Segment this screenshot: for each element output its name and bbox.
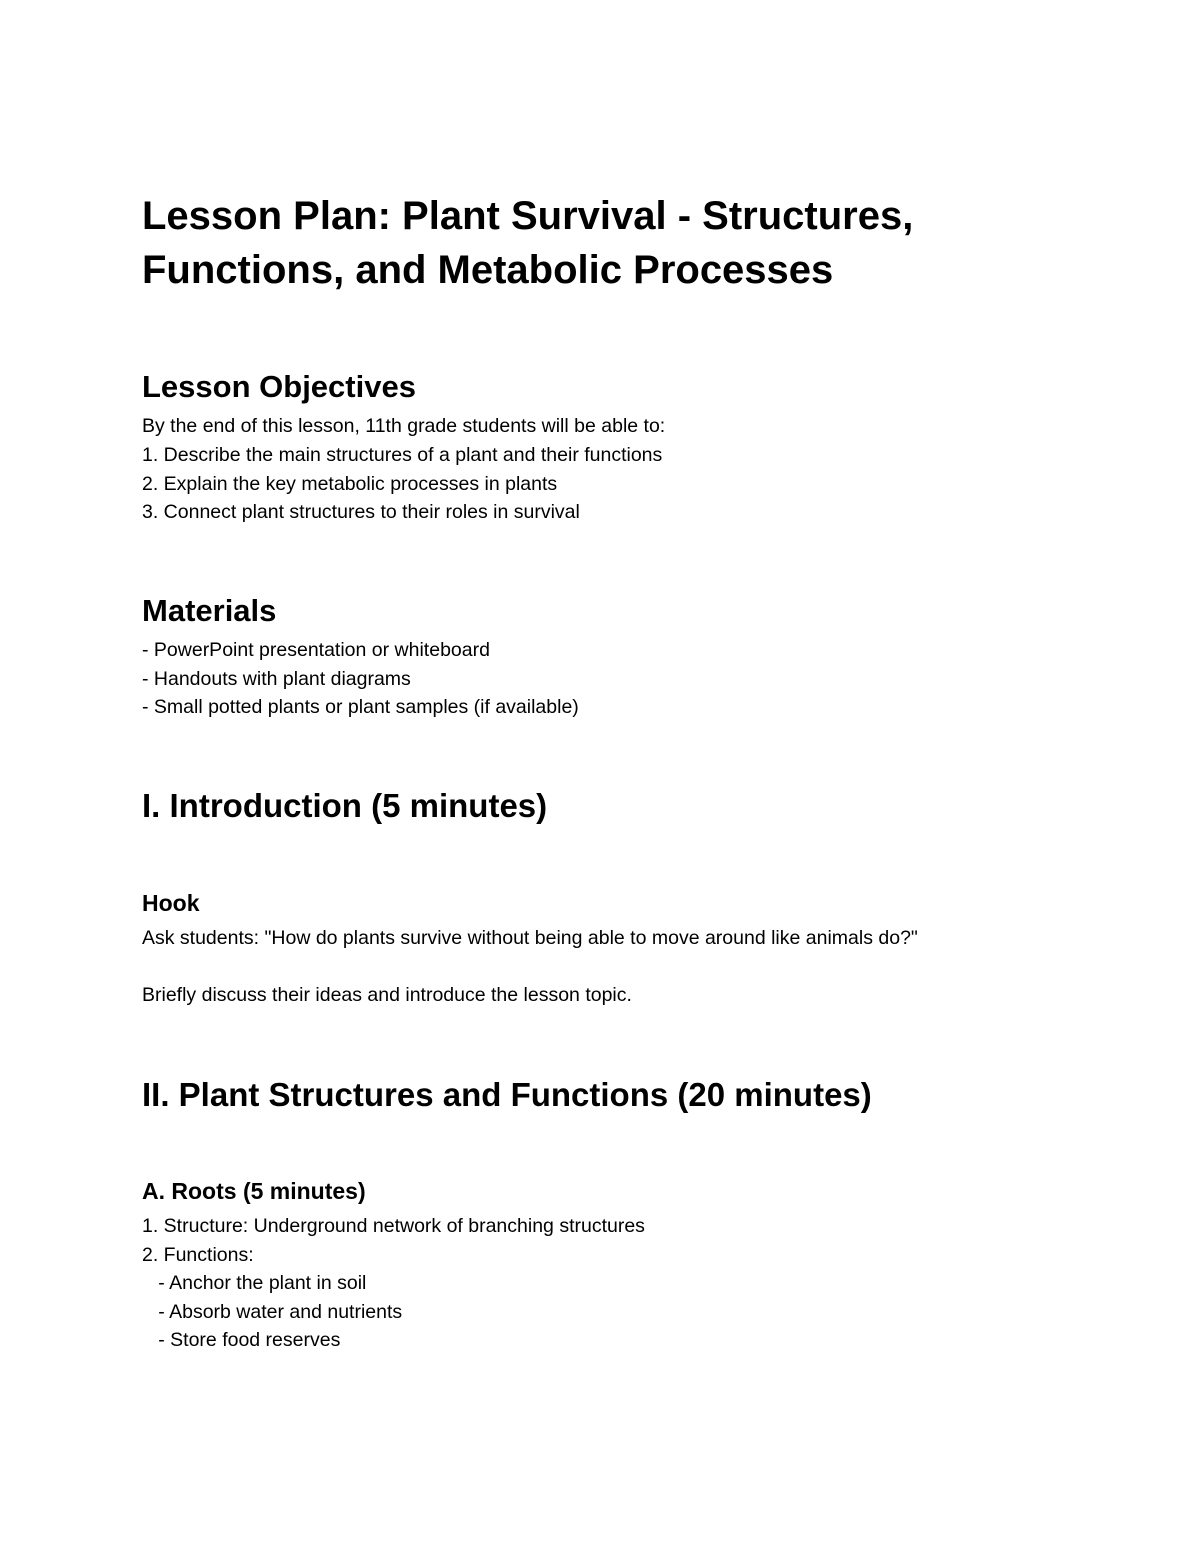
list-item: - Handouts with plant diagrams — [142, 667, 411, 690]
discussion-text: Briefly discuss their ideas and introduce the lesson topic. — [142, 984, 632, 1006]
roots-list — [142, 1212, 645, 1355]
list-item: - Absorb water and nutrients — [142, 1300, 403, 1323]
objectives-list — [142, 441, 662, 527]
list-item: 2. Explain the key metabolic processes in plants — [142, 472, 558, 495]
structures-heading: II. Plant Structures and Functions (20 minutes) — [142, 1076, 872, 1113]
introduction-heading: I. Introduction (5 minutes) — [142, 787, 548, 824]
list-item: - Anchor the plant in soil — [142, 1272, 367, 1294]
objectives-heading: Lesson Objectives — [142, 369, 416, 404]
hook-heading: Hook — [142, 890, 200, 916]
list-item: - Store food reserves — [142, 1329, 341, 1351]
objectives-intro: By the end of this lesson, 11th grade students will be able to: — [142, 415, 666, 437]
list-item: 1. Structure: Underground network of branching structures — [142, 1215, 645, 1237]
hook-text: Ask students: "How do plants survive without being able to move around like animals do?" — [142, 927, 918, 949]
list-item: 1. Describe the main structures of a plant and their functions — [142, 444, 663, 466]
materials-list — [142, 636, 579, 722]
list-item: 2. Functions: — [142, 1243, 254, 1266]
roots-heading: A. Roots (5 minutes) — [142, 1178, 366, 1204]
document-title: Lesson Plan: Plant Survival - Structures, Functions, and Metabolic Processes — [142, 194, 914, 292]
list-item: 3. Connect plant structures to their roles in survival — [142, 501, 580, 523]
materials-heading: Materials — [142, 593, 277, 628]
list-item: - PowerPoint presentation or whiteboard — [142, 639, 490, 661]
list-item: - Small potted plants or plant samples (if available) — [142, 696, 579, 718]
